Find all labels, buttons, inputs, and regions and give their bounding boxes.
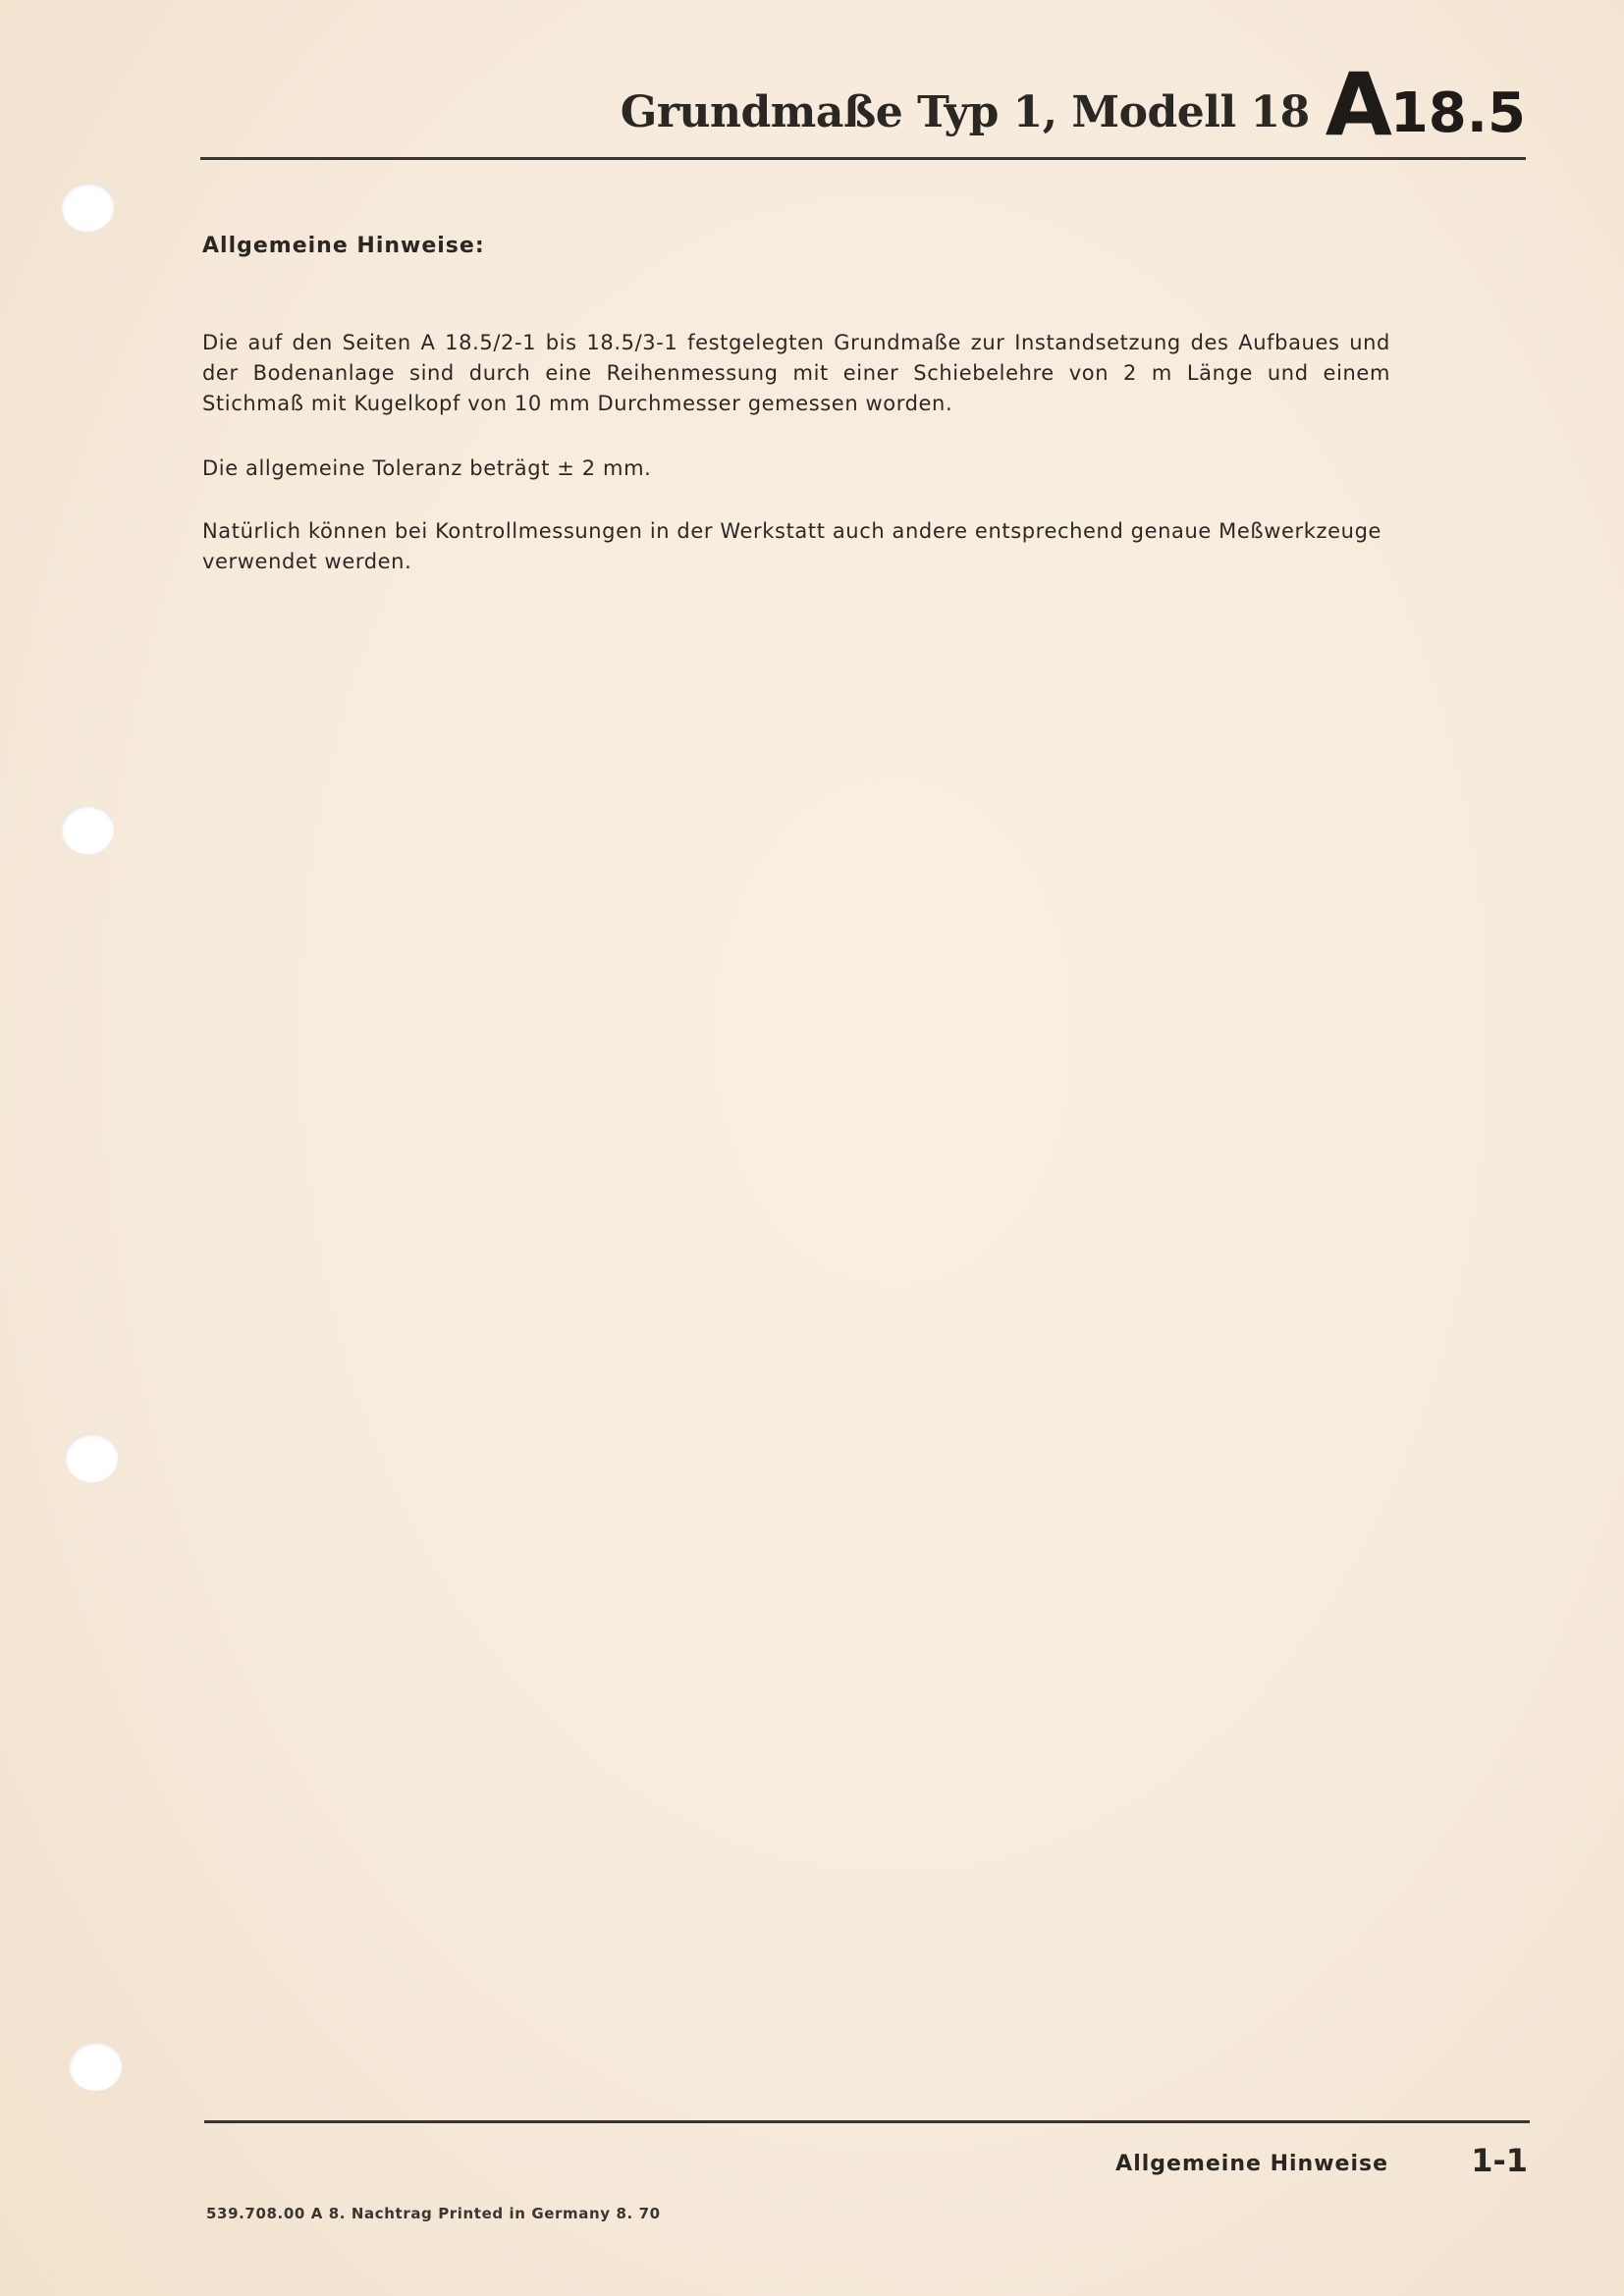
header-divider [200, 157, 1526, 160]
paragraph-tolerance: Die allgemeine Toleranz beträgt ± 2 mm. [202, 456, 652, 480]
footer-divider [204, 2120, 1530, 2123]
footer-section-title: Allgemeine Hinweise [1115, 2152, 1388, 2176]
section-heading: Allgemeine Hinweise: [202, 234, 485, 258]
print-info: 539.708.00 A 8. Nachtrag Printed in Germany 8. 70 [206, 2205, 661, 2222]
page-number: 1-1 [1471, 2142, 1528, 2179]
section-code-number: 18.5 [1389, 81, 1526, 145]
punch-hole [61, 805, 114, 854]
page-header [620, 45, 1526, 155]
section-code [1325, 53, 1526, 155]
paragraph-measurement-method: Die auf den Seiten A 18.5/2-1 bis 18.5/3-1 festgelegten Grundmaße zur Instandsetzung des Aufbaues und der Bodenanlage sind durch eine Reihenmessung mit einer Schiebelehre von 2 m Länge und einem Stichmaß mit Kugelkopf von 10 mm Durchmesser gemessen worden. [202, 331, 1390, 415]
page-title: Grundmaße Typ 1, Modell 18 [620, 87, 1310, 137]
punch-hole [69, 2042, 122, 2091]
punch-hole [65, 1433, 118, 1482]
section-code-letter: A [1325, 53, 1390, 155]
paragraph-workshop-tools: Natürlich können bei Kontrollmessungen in der Werkstatt auch andere entsprechend genaue Meßwerkzeuge verwendet werden. [202, 519, 1382, 573]
punch-hole [61, 183, 114, 232]
